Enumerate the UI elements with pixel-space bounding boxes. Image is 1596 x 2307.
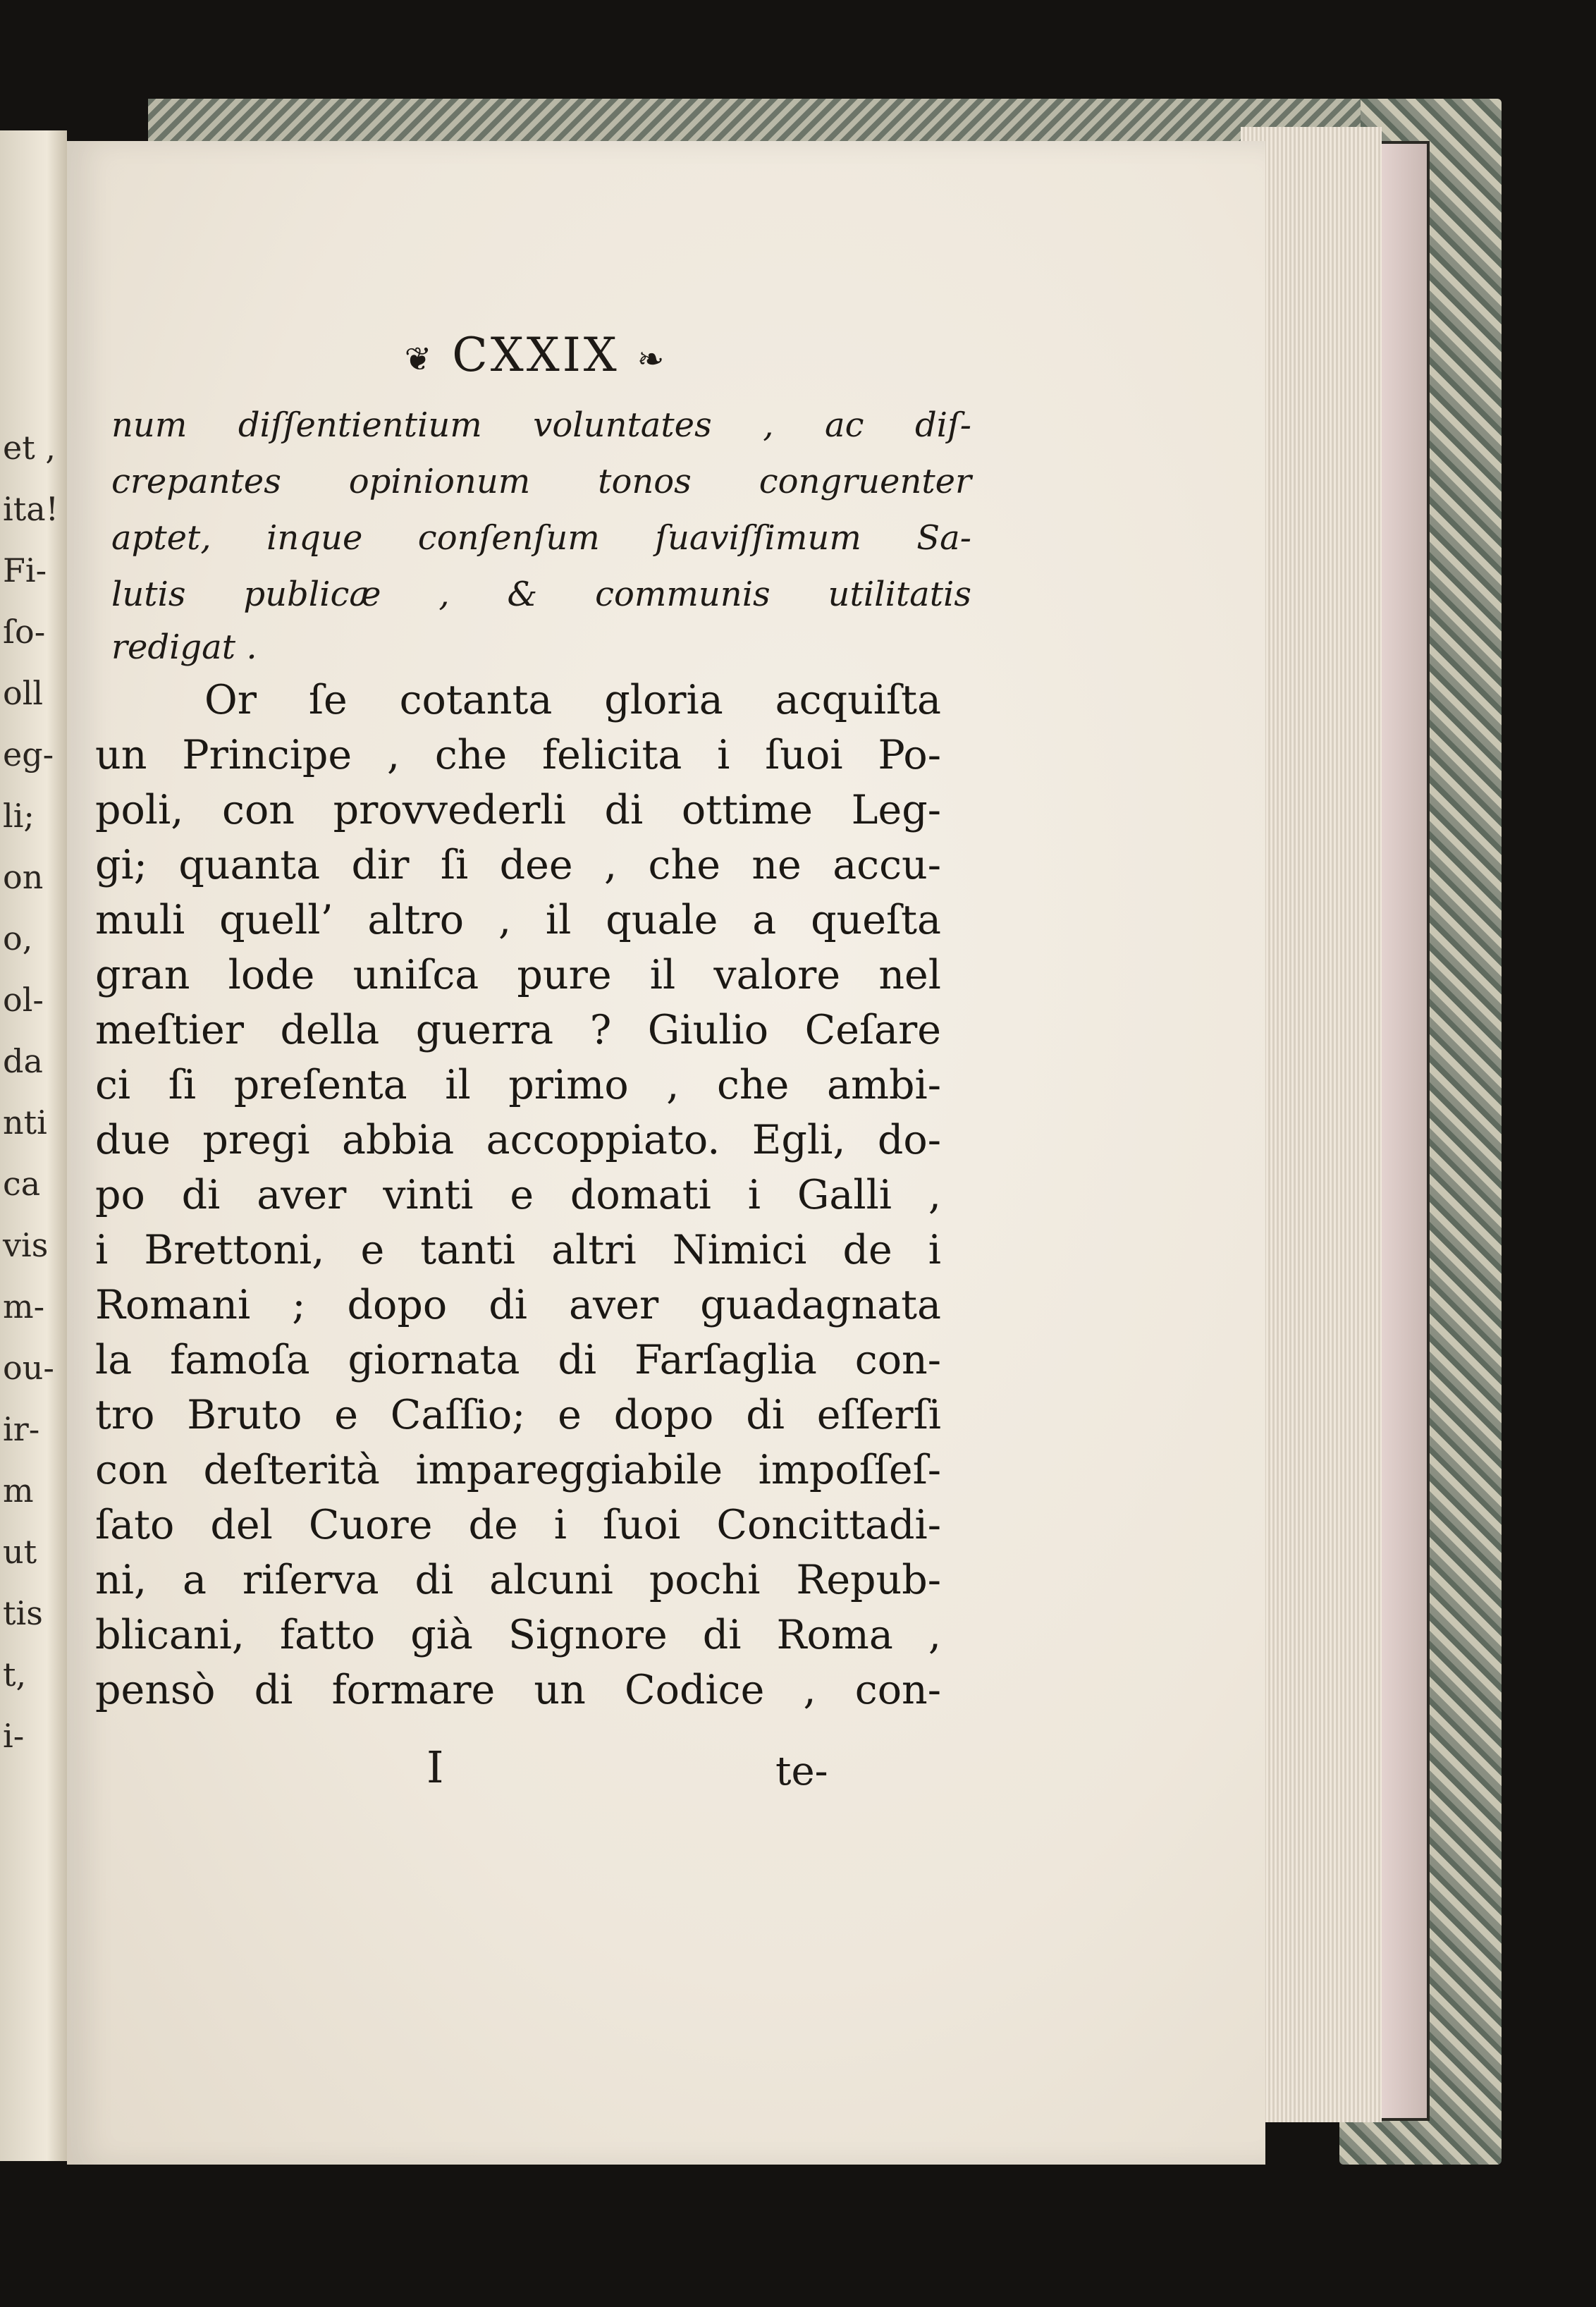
facing-page-fragment: eg- bbox=[3, 735, 54, 773]
facing-page-fragment: on bbox=[3, 858, 44, 896]
facing-page-fragment: i- bbox=[3, 1717, 25, 1755]
latin-line: crepantes opinionum tonos congruenter bbox=[111, 462, 971, 501]
catchword: te- bbox=[775, 1749, 828, 1794]
text-line: i Brettoni, e tanti altri Nimici de i bbox=[95, 1227, 941, 1273]
text-line: ci ſi preſenta il primo , che ambi- bbox=[95, 1062, 941, 1108]
facing-page-fragment: da bbox=[3, 1042, 43, 1080]
text-line: Or ſe cotanta gloria acquiſta bbox=[204, 677, 941, 723]
text-line: due pregi abbia accoppiato. Egli, do- bbox=[95, 1117, 941, 1163]
facing-page-fragment: m bbox=[3, 1471, 34, 1510]
text-line: gi; quanta dir ſi dee , che ne accu- bbox=[95, 842, 941, 888]
facing-page-fragment: ita! bbox=[3, 490, 59, 528]
facing-page-fragment: nti bbox=[3, 1103, 47, 1142]
facing-page-fragment: Fi- bbox=[3, 551, 47, 589]
facing-page-fragment: ol- bbox=[3, 981, 44, 1019]
text-line: ſato del Cuore de i ſuoi Concittadi- bbox=[95, 1502, 941, 1548]
text-line: poli, con provvederli di ottime Leg- bbox=[95, 787, 941, 833]
text-line: ni, a riſerva di alcuni pochi Repub- bbox=[95, 1557, 941, 1603]
text-line: gran lode uniſca pure il valore nel bbox=[95, 952, 941, 998]
ornament-right-icon: ❧ bbox=[637, 340, 668, 378]
facing-page-fragment: tis bbox=[3, 1594, 43, 1632]
facing-page-fragment: vis bbox=[3, 1226, 49, 1264]
ornament-left-icon: ❦ bbox=[404, 340, 435, 378]
latin-line: aptet, inque conſenſum ſuaviſſimum Sa- bbox=[111, 518, 971, 558]
page-number: CXXIX bbox=[452, 328, 620, 382]
facing-page-fragment: ſo- bbox=[3, 613, 46, 651]
facing-page-fragment: et , bbox=[3, 429, 56, 467]
signature-mark: I bbox=[426, 1742, 444, 1793]
latin-line: lutis publicæ , & communis utilitatis bbox=[111, 575, 971, 614]
facing-page-fragment: ou- bbox=[3, 1349, 54, 1387]
facing-page-fragment: oll bbox=[3, 674, 44, 712]
facing-page-fragment: ca bbox=[3, 1165, 41, 1203]
facing-page-fragment: li; bbox=[3, 797, 35, 835]
page-header bbox=[338, 328, 733, 382]
text-line: la famoſa giornata di Farſaglia con- bbox=[95, 1337, 941, 1383]
text-line: pensò di formare un Codice , con- bbox=[95, 1667, 941, 1713]
latin-line: redigat . bbox=[111, 628, 257, 667]
facing-page-fragment: t, bbox=[3, 1656, 27, 1694]
text-line: po di aver vinti e domati i Galli , bbox=[95, 1172, 941, 1218]
facing-page-fragment: ut bbox=[3, 1533, 37, 1571]
book-endpaper-edge bbox=[1375, 141, 1430, 2121]
latin-line: num diſſentientium voluntates , ac diſ- bbox=[111, 405, 971, 445]
text-line: muli quell’ altro , il quale a queſta bbox=[95, 897, 941, 943]
text-line: con deſterità impareggiabile impoſſeſ- bbox=[95, 1447, 941, 1493]
text-line: un Principe , che felicita i ſuoi Po- bbox=[95, 732, 941, 778]
facing-page-fragment: ir- bbox=[3, 1410, 40, 1448]
facing-page-fragment: m- bbox=[3, 1287, 45, 1326]
text-line: Romani ; dopo di aver guadagnata bbox=[95, 1282, 941, 1328]
text-line: meſtier della guerra ? Giulio Ceſare bbox=[95, 1007, 941, 1053]
text-line: blicani, fatto già Signore di Roma , bbox=[95, 1612, 941, 1658]
facing-page-fragment: o, bbox=[3, 919, 33, 957]
text-line: tro Bruto e Caſſio; e dopo di eſſerſi bbox=[95, 1392, 941, 1438]
